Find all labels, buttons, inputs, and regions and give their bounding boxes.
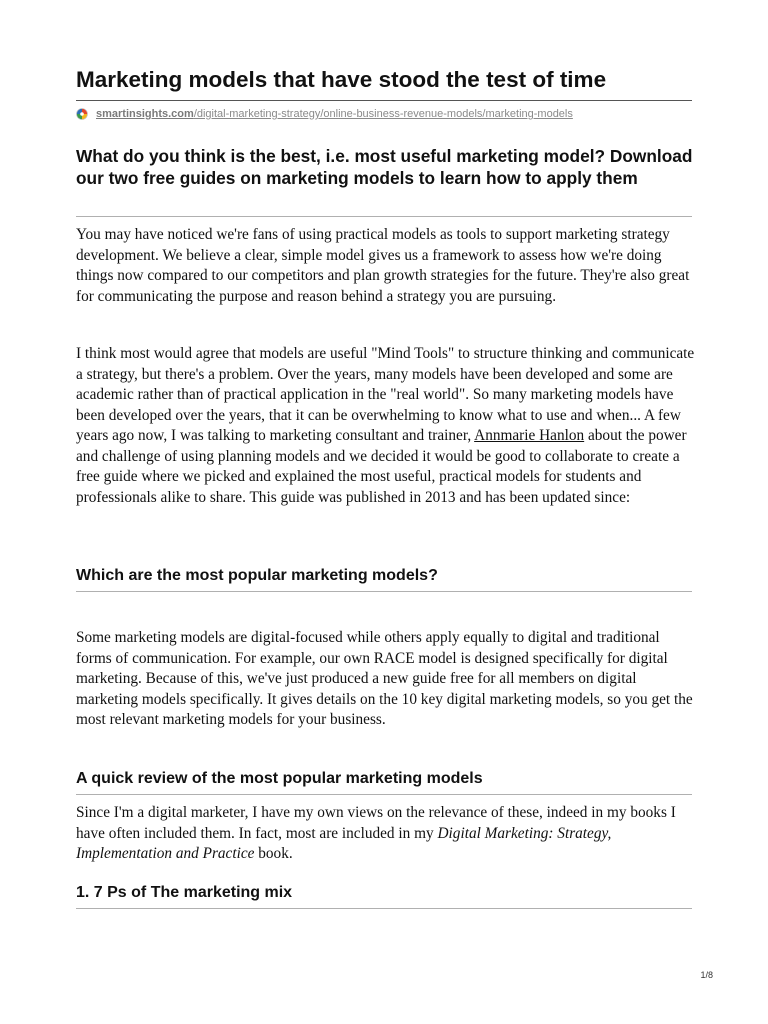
models-paragraph-text-start: I think most would agree that models are useful "Mind Tools" to structure thinking and communicate a strategy, but there's a problem. Over the years, many models have been developed and some are academic rather than of practical application in the "real world". So many marketing models have been developed over the years, that it can be overwhelming to know what to use and when... A few years ago now, I was talking to marketing consultant and trainer,	[76, 345, 695, 444]
article-title: Marketing models that have stood the test of time	[76, 67, 607, 92]
source-domain-link[interactable]: smartinsights.com	[96, 108, 194, 120]
models-paragraph-text-end: about the power and challenge of using planning models and we decided it would be good to collaborate to create a free guide where we picked and explained the most useful, practical models for students and professionals alike to share. This guide was published in 2013 and has been updated since:	[76, 427, 687, 506]
section-heading-7ps: 1. 7 Ps of The marketing mix	[76, 884, 293, 901]
section-divider-popular	[76, 591, 692, 592]
models-paragraph	[76, 344, 696, 508]
site-favicon-icon	[76, 108, 88, 120]
popular-models-paragraph: Some marketing models are digital-focused while others apply equally to digital and traditional forms of communication. For example, our own RACE model is designed specifically for digital marketing. Because of this, we've just produced a new guide free for all members on digital marketing models specifically. It gives details on the 10 key digital marketing models, so you get the most relevant marketing models for your business.	[76, 629, 693, 728]
review-paragraph-text-start: Since I'm a digital marketer, I have my own views on the relevance of these, indeed in my books I have often included them. In fact, most are included in my	[76, 804, 676, 842]
review-paragraph-text-end: book.	[254, 845, 293, 862]
section-divider-review	[76, 794, 692, 795]
article-subtitle: What do you think is the best, i.e. most useful marketing model? Download our two free guides on marketing models to learn how to apply them	[76, 146, 693, 188]
section-heading-popular: Which are the most popular marketing models?	[76, 567, 438, 584]
subtitle-divider	[76, 216, 692, 217]
review-paragraph	[76, 803, 696, 865]
book-title: Digital Marketing: Strategy, Implementation and Practice	[76, 824, 612, 862]
title-divider	[76, 100, 692, 101]
annmarie-hanlon-link[interactable]: Annmarie Hanlon	[474, 427, 585, 444]
section-divider-7ps	[76, 908, 692, 909]
section-heading-review: A quick review of the most popular marketing models	[76, 770, 483, 787]
source-url[interactable]	[76, 106, 573, 122]
page-number: 1/8	[700, 970, 713, 980]
intro-paragraph: You may have noticed we're fans of using practical models as tools to support marketing strategy development. We believe a clear, simple model gives us a framework to assess how we're doing things now compared to our competitors and plan growth strategies for the future. They're also great for communicating the purpose and reason behind a strategy you are pursuing.	[76, 226, 690, 305]
source-path-link[interactable]: /digital-marketing-strategy/online-business-revenue-models/marketing-models	[193, 108, 573, 120]
